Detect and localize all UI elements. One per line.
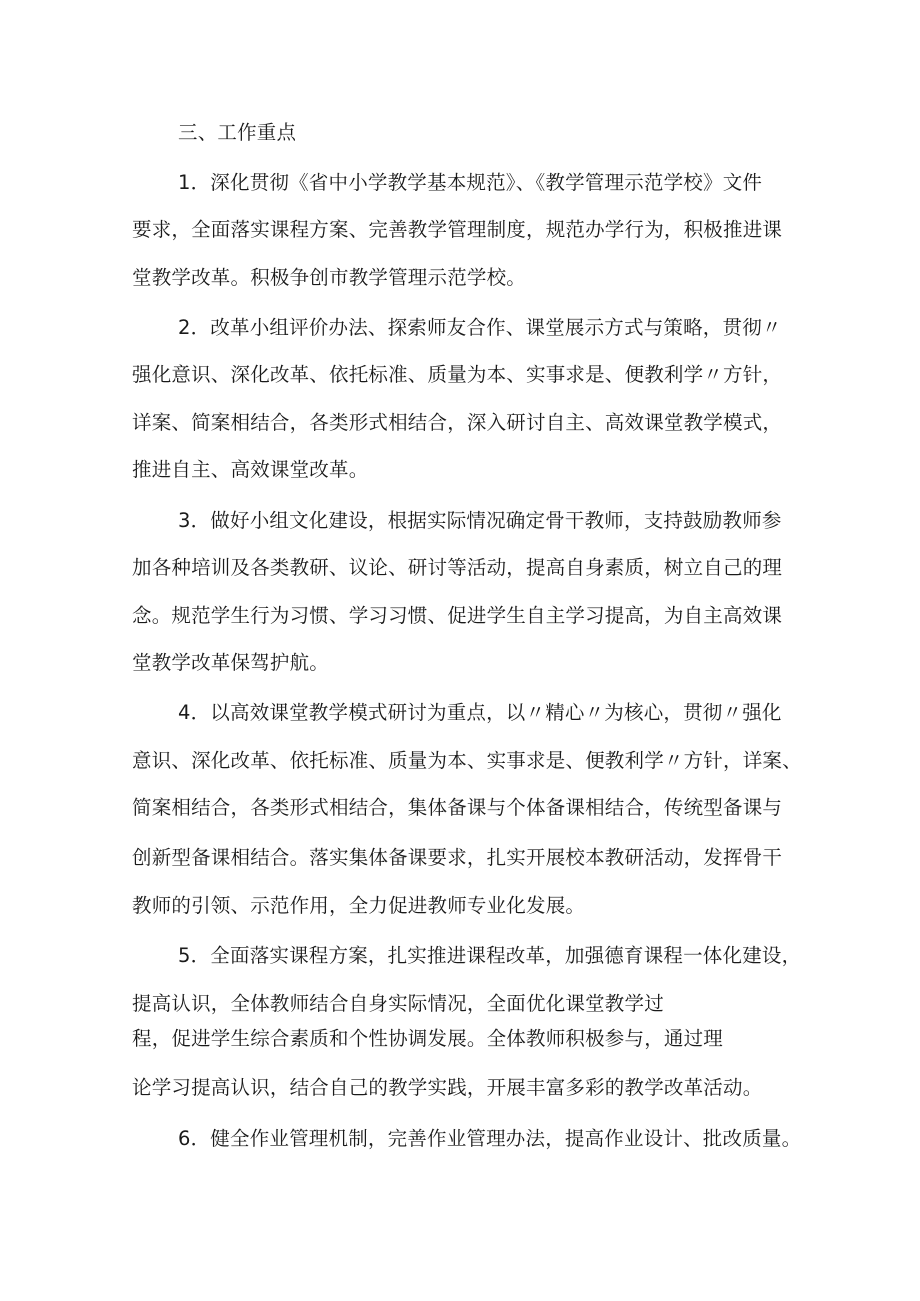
paragraph-4-line-4: 创新型备课相结合。落实集体备课要求，扎实开展校本教研活动，发挥骨干	[132, 846, 783, 869]
paragraph-2-line-1: 2．改革小组评价办法、探索师友合作、课堂展示方式与策略，贯彻〃	[178, 316, 782, 339]
paragraph-1-line-1: 1．深化贯彻《省中小学教学基本规范》、《教学管理示范学校》文件	[178, 171, 763, 194]
paragraph-4-line-2: 意识、深化改革、依托标准、质量为本、实事求是、便教利学〃方针，详案、	[132, 749, 802, 772]
paragraph-5-line-2: 提高认识，全体教师结合自身实际情况，全面优化课堂教学过	[132, 992, 664, 1015]
paragraph-3-line-4: 堂教学改革保驾护航。	[132, 651, 330, 674]
paragraph-2-line-3: 详案、简案相结合，各类形式相结合，深入研讨自主、高效课堂教学模式，	[132, 411, 783, 434]
paragraph-1-line-2: 要求，全面落实课程方案、完善教学管理制度，规范办学行为，积极推进课	[132, 218, 783, 241]
section-heading: 三、工作重点	[178, 121, 297, 144]
paragraph-2-line-2: 强化意识、深化改革、依托标准、质量为本、实事求是、便教利学〃方针，	[132, 363, 783, 386]
paragraph-1-line-3: 堂教学改革。积极争创市教学管理示范学校。	[132, 266, 527, 289]
paragraph-3-line-1: 3．做好小组文化建设，根据实际情况确定骨干教师，支持鼓励教师参	[178, 509, 782, 532]
paragraph-5-line-4: 论学习提高认识，结合自己的教学实践，开展丰富多彩的教学改革活动。	[132, 1076, 763, 1099]
paragraph-3-line-2: 加各种培训及各类教研、议论、研讨等活动，提高自身素质，树立自己的理	[132, 556, 783, 579]
paragraph-4-line-1: 4．以高效课堂教学模式研讨为重点，以〃精心〃为核心，贯彻〃强化	[178, 701, 782, 724]
paragraph-4-line-5: 教师的引领、示范作用，全力促进教师专业化发展。	[132, 894, 586, 917]
paragraph-5-line-1: 5．全面落实课程方案，扎实推进课程改革，加强德育课程一体化建设，	[178, 944, 802, 967]
paragraph-5-line-3: 程，促进学生综合素质和个性协调发展。全体教师积极参与，通过理	[132, 1027, 724, 1050]
paragraph-3-line-3: 念。规范学生行为习惯、学习习惯、促进学生自主学习提高，为自主高效课	[132, 604, 783, 627]
paragraph-6-line-1: 6．健全作业管理机制，完善作业管理办法，提高作业设计、批改质量。	[178, 1127, 802, 1150]
paragraph-4-line-3: 简案相结合，各类形式相结合，集体备课与个体备课相结合，传统型备课与	[132, 796, 783, 819]
paragraph-2-line-4: 推进自主、高效课堂改革。	[132, 458, 369, 481]
